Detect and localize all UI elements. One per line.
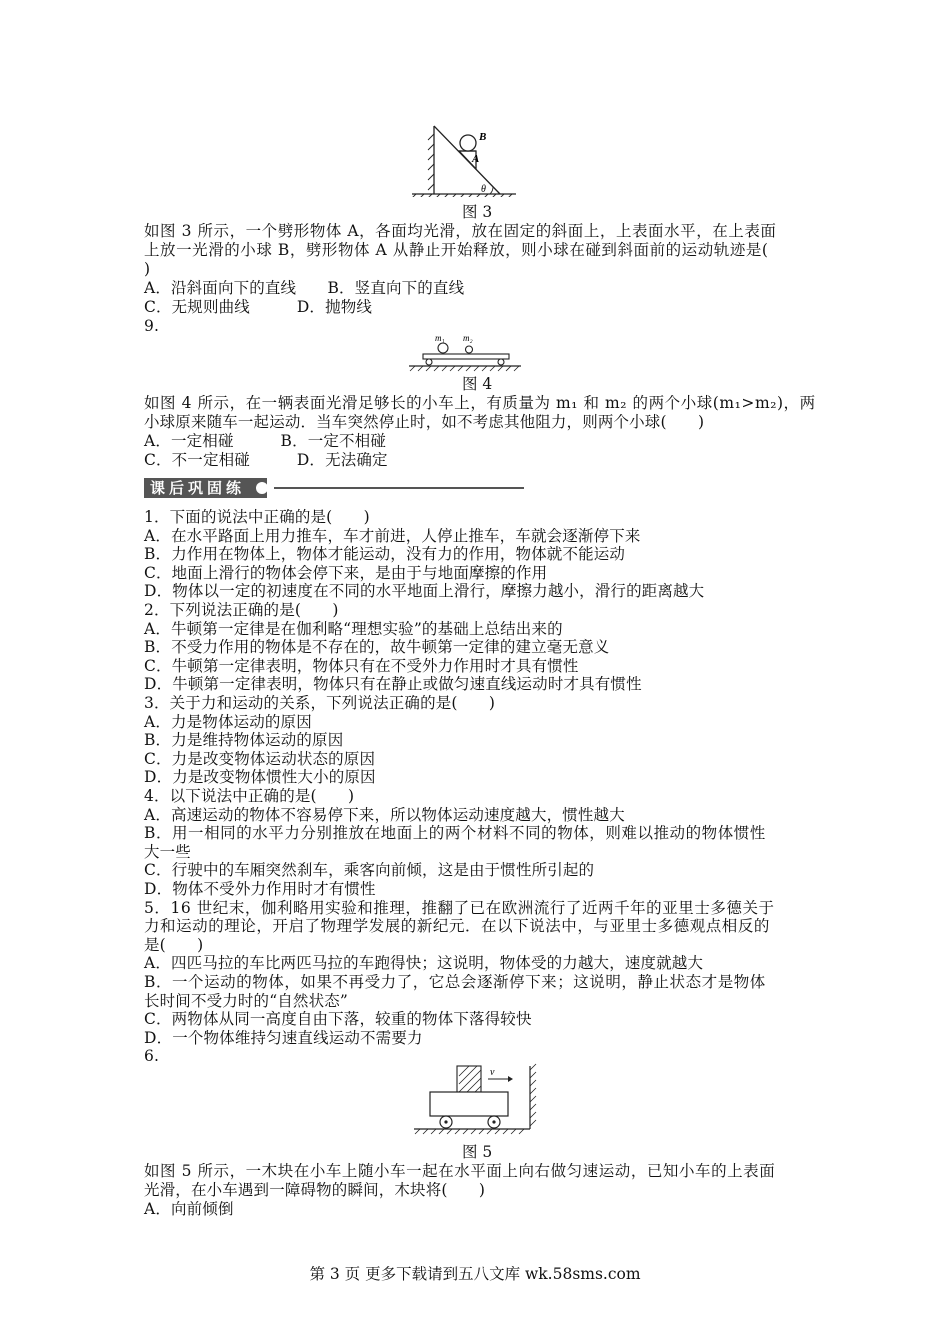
question-line: B．不受力作用的物体是不存在的，故牛顿第一定律的建立毫无意义 — [144, 638, 610, 657]
figure-3-incline-diagram — [410, 122, 520, 197]
label-v: v — [490, 1067, 495, 1078]
figure-4-cart-diagram — [405, 330, 525, 374]
q8-options-ab: A．沿斜面向下的直线 B．竖直向下的直线 — [144, 279, 465, 297]
label-b: B — [479, 131, 487, 143]
question-line: C．两物体从同一高度自由下落，较重的物体下落得较快 — [144, 1010, 532, 1029]
question-line: C．力是改变物体运动状态的原因 — [144, 749, 376, 768]
figure-4-caption: 图 4 — [462, 375, 493, 393]
question-line: 长时间不受力时的“自然状态” — [144, 991, 348, 1010]
question-stem: 1．下面的说法中正确的是( ) — [144, 508, 370, 526]
q9-options-cd: C．不一定相碰 D．无法确定 — [144, 451, 388, 469]
question-line: A．在水平路面上用力推车，车才前进，人停止推车，车就会逐渐停下来 — [144, 526, 641, 545]
label-m2: m₂ — [463, 333, 473, 343]
question-line: B．力是维持物体运动的原因 — [144, 731, 344, 750]
question-line: 6. — [144, 1047, 160, 1066]
q8-stem-line-3: ) — [144, 260, 151, 278]
label-m1: m₁ — [435, 333, 445, 343]
section-dot-icon — [256, 482, 268, 494]
figure-5-caption: 图 5 — [462, 1143, 493, 1161]
question-line: D．物体不受外力作用时才有惯性 — [144, 880, 376, 898]
question-line: A．牛顿第一定律是在伽利略“理想实验”的基础上总结出来的 — [144, 619, 563, 638]
q8-options-cd: C．无规则曲线 D．抛物线 — [144, 298, 373, 316]
question-line: 是( ) — [144, 935, 204, 954]
question-line: A．四匹马拉的车比两匹马拉的车跑得快；这说明，物体受的力越大，速度就越大 — [144, 954, 704, 973]
question-line: D．一个物体维持匀速直线运动不需要力 — [144, 1028, 423, 1047]
question-line: C．牛顿第一定律表明，物体只有在不受外力作用时才具有惯性 — [144, 656, 579, 675]
section-title — [144, 478, 267, 498]
question-line: B．用一相同的水平力分别推放在地面上的两个材料不同的物体，则难以推动的物体惯性 — [144, 824, 766, 843]
q9-options-ab: A．一定相碰 B．一定不相碰 — [144, 432, 386, 450]
q8-stem-line-1: 如图 3 所示，一个劈形物体 A，各面均光滑，放在固定的斜面上，上表面水平，在上表面 — [144, 222, 777, 240]
figure-5-cart-block-diagram — [412, 1062, 542, 1140]
question-stem: 2．下列说法正确的是( ) — [144, 601, 339, 619]
question-line: B．力作用在物体上，物体才能运动，没有力的作用，物体就不能运动 — [144, 545, 626, 564]
question-line: D．牛顿第一定律表明，物体只有在静止或做匀速直线运动时才具有惯性 — [144, 675, 642, 694]
q6-stem-line-1: 如图 5 所示，一木块在小车上随小车一起在水平面上向右做匀速运动，已知小车的上表面 — [144, 1162, 776, 1180]
section-title-text: 课后巩固练 — [150, 479, 246, 497]
question-line: D．力是改变物体惯性大小的原因 — [144, 768, 376, 787]
section-rule — [274, 487, 524, 489]
question-line: C．地面上滑行的物体会停下来，是由于与地面摩擦的作用 — [144, 563, 548, 582]
question-line: 力和运动的理论，开启了物理学发展的新纪元．在以下说法中，与亚里士多德观点相反的 — [144, 917, 770, 936]
figure-3-caption: 图 3 — [462, 203, 493, 221]
section-header — [144, 478, 524, 498]
question-line: D．物体以一定的初速度在不同的水平地面上滑行，摩擦力越小，滑行的距离越大 — [144, 582, 705, 601]
q9-stem-line-1: 如图 4 所示，在一辆表面光滑足够长的小车上，有质量为 m₁ 和 m₂ 的两个小球(m₁>m₂)，两 — [144, 394, 816, 412]
label-a: A — [472, 153, 480, 165]
question-stem: 3．关于力和运动的关系，下列说法正确的是( ) — [144, 694, 496, 712]
question-stem: 5．16 世纪末，伽利略用实验和推理，推翻了已在欧洲流行了近两千年的亚里士多德关于 — [144, 898, 775, 917]
q9-number: 9. — [144, 317, 160, 335]
q6-stem-line-2: 光滑，在小车遇到一障碍物的瞬间，木块将( ) — [144, 1181, 486, 1199]
label-theta: θ — [481, 184, 486, 195]
question-line: A．力是物体运动的原因 — [144, 712, 312, 731]
question-line: A．高速运动的物体不容易停下来，所以物体运动速度越大，惯性越大 — [144, 805, 625, 824]
question-line: 大一些 — [144, 842, 191, 861]
page-footer: 第 3 页 更多下载请到五八文库 wk.58sms.com — [309, 1265, 641, 1283]
question-line: C．行驶中的车厢突然刹车，乘客向前倾，这是由于惯性所引起的 — [144, 861, 595, 880]
question-line: B．一个运动的物体，如果不再受力了，它总会逐渐停下来；这说明，静止状态才是物体 — [144, 973, 766, 991]
q8-stem-line-2: 上放一光滑的小球 B，劈形物体 A 从静止开始释放，则小球在碰到斜面前的运动轨迹是( — [144, 241, 769, 259]
question-stem: 4．以下说法中正确的是( ) — [144, 787, 355, 805]
q9-stem-line-2: 小球原来随车一起运动．当车突然停止时，如不考虑其他阻力，则两个小球( ) — [144, 413, 705, 431]
q6-option-a: A．向前倾倒 — [144, 1200, 234, 1218]
